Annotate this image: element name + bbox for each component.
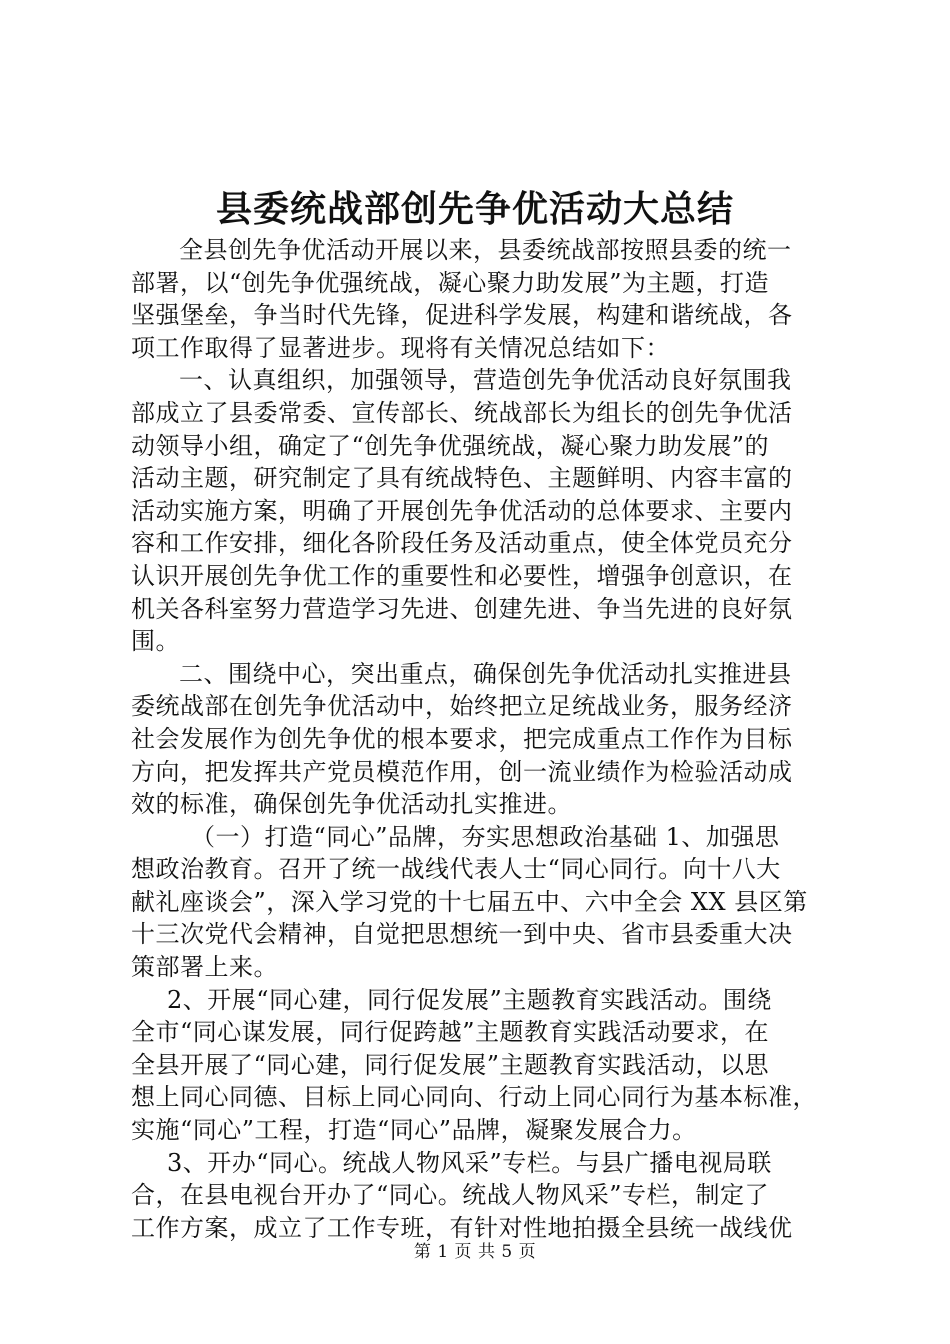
paragraph-line: 2、开展“同心建，同行促发展”主题教育实践活动。围绕: [167, 985, 772, 1014]
paragraph-line: 活动主题，研究制定了具有统战特色、主题鲜明、内容丰富的: [131, 464, 793, 493]
document-title: 县委统战部创先争优活动大总结: [215, 188, 734, 230]
paragraph-line: 想政治教育。召开了统一战线代表人士“同心同行。向十八大: [131, 855, 781, 884]
paragraph-line: 围。: [131, 627, 180, 656]
paragraph-line: 效的标准，确保创先争优活动扎实推进。: [131, 790, 572, 819]
paragraph-line: 实施“同心”工程，打造“同心”品牌，凝聚发展合力。: [131, 1116, 697, 1145]
paragraph-line: 一、认真组织，加强领导，营造创先争优活动良好氛围我: [179, 366, 792, 395]
paragraph-line: 全市“同心谋发展，同行促跨越”主题教育实践活动要求，在: [131, 1018, 770, 1047]
paragraph-line: 机关各科室努力营造学习先进、创建先进、争当先进的良好氛: [131, 594, 793, 623]
document-body: [131, 234, 831, 1244]
paragraph-line: 社会发展作为创先争优的根本要求，把完成重点工作作为目标: [131, 724, 793, 753]
paragraph-line: 活动实施方案，明确了开展创先争优活动的总体要求、主要内: [131, 496, 793, 525]
paragraph-line: 工作方案，成立了工作专班，有针对性地拍摄全县统一战线优: [131, 1213, 793, 1242]
paragraph-line: 项工作取得了显著进步。现将有关情况总结如下：: [131, 333, 670, 362]
paragraph-line: 方向，把发挥共产党员模范作用，创一流业绩作为检验活动成: [131, 757, 793, 786]
paragraph-line: 部成立了县委常委、宣传部长、统战部长为组长的创先争优活: [131, 398, 793, 427]
paragraph-line: 坚强堡垒，争当时代先锋，促进科学发展，构建和谐统战，各: [131, 301, 793, 330]
paragraph-line: 部署，以“创先争优强统战，凝心聚力助发展”为主题，打造: [131, 268, 770, 297]
paragraph-line: 合，在县电视台开办了“同心。统战人物风采”专栏，制定了: [131, 1181, 770, 1210]
paragraph-line: 全县开展了“同心建，同行促发展”主题教育实践活动，以思: [131, 1050, 770, 1079]
page-number-footer: 第 1 页 共 5 页: [413, 1242, 537, 1262]
paragraph-line: 策部署上来。: [131, 953, 278, 982]
paragraph-line: 3、开办“同心。统战人物风采”专栏。与县广播电视局联: [167, 1148, 772, 1177]
paragraph-line: 动领导小组，确定了“创先争优强统战，凝心聚力助发展”的: [131, 431, 770, 460]
paragraph-line: 认识开展创先争优工作的重要性和必要性，增强争创意识，在: [131, 561, 793, 590]
paragraph-line: 委统战部在创先争优活动中，始终把立足统战业务，服务经济: [131, 692, 793, 721]
paragraph-line: （一）打造“同心”品牌，夯实思想政治基础 1、加强思: [191, 822, 780, 851]
paragraph-line: 全县创先争优活动开展以来，县委统战部按照县委的统一: [179, 236, 792, 264]
paragraph-line: 献礼座谈会”，深入学习党的十七届五中、六中全会 XX 县区第: [131, 887, 808, 916]
paragraph-line: 容和工作安排，细化各阶段任务及活动重点，使全体党员充分: [131, 529, 793, 558]
paragraph-line: 十三次党代会精神，自觉把思想统一到中央、省市县委重大决: [131, 920, 793, 949]
paragraph-line: 想上同心同德、目标上同心同向、行动上同心同行为基本标准，: [131, 1083, 817, 1112]
paragraph-line: 二、围绕中心，突出重点，确保创先争优活动扎实推进县: [179, 659, 792, 688]
